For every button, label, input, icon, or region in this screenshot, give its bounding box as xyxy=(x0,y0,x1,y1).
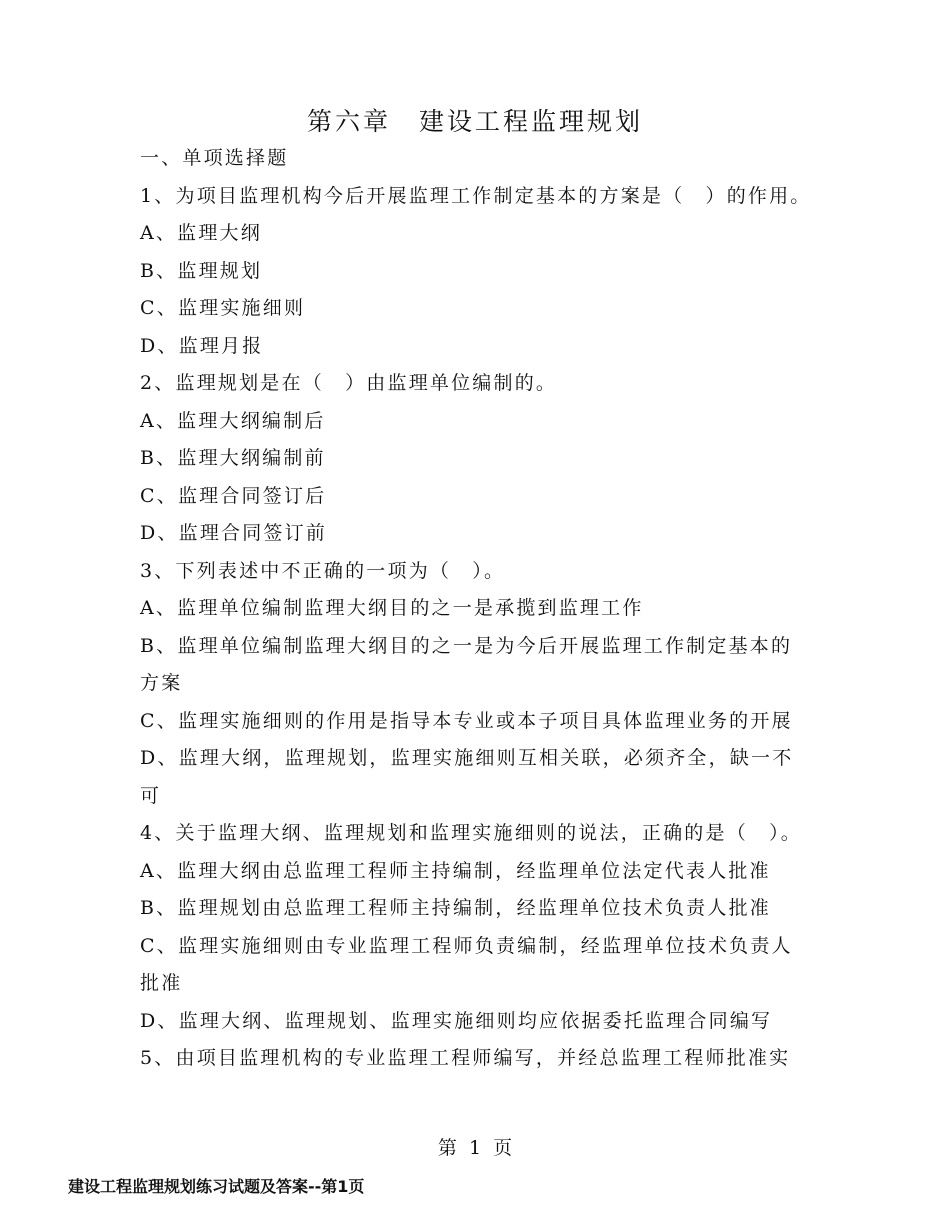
question-3-option-c: C、监理实施细则的作用是指导本专业或本子项目具体监理业务的开展 xyxy=(140,709,793,732)
question-1-option-b: B、监理规划 xyxy=(140,259,263,282)
question-3-option-b-continued: 方案 xyxy=(140,672,183,694)
question-2-option-b: B、监理大纲编制前 xyxy=(140,447,326,469)
section-heading: 一、单项选择题 xyxy=(140,147,289,169)
question-2-option-a: A、监理大纲编制后 xyxy=(140,409,326,432)
question-3-option-d: D、监理大纲，监理规划，监理实施细则互相关联，必须齐全，缺一不 xyxy=(140,747,794,769)
document-body xyxy=(140,140,830,1078)
page-number: 第 1 页 xyxy=(437,1137,513,1159)
question-1: 1、为项目监理机构今后开展监理工作制定基本的方案是（ ）的作用。 xyxy=(140,184,812,207)
question-4: 4、关于监理大纲、监理规划和监理实施细则的说法，正确的是（ ）。 xyxy=(140,822,802,844)
question-1-option-c: C、监理实施细则 xyxy=(140,297,306,319)
question-2-option-c: C、监理合同签订后 xyxy=(140,484,327,507)
question-3-option-a: A、监理单位编制监理大纲目的之一是承揽到监理工作 xyxy=(140,597,644,619)
question-1-option-a: A、监理大纲 xyxy=(140,222,262,244)
question-3: 3、下列表述中不正确的一项为（ ）。 xyxy=(140,559,506,582)
question-4-option-a: A、监理大纲由总监理工程师主持编制，经监理单位法定代表人批准 xyxy=(140,859,771,882)
question-4-option-c-continued: 批准 xyxy=(140,972,183,994)
page-title: 第六章 建设工程监理规划 xyxy=(306,107,643,136)
question-3-option-d-continued: 可 xyxy=(140,784,162,807)
question-2: 2、监理规划是在（ ）由监理单位编制的。 xyxy=(140,372,558,394)
question-4-option-d: D、监理大纲、监理规划、监理实施细则均应依据委托监理合同编写 xyxy=(140,1009,773,1032)
question-4-option-c: C、监理实施细则由专业监理工程师负责编制，经监理单位技术负责人 xyxy=(140,934,793,957)
question-3-option-b: B、监理单位编制监理大纲目的之一是为今后开展监理工作制定基本的 xyxy=(140,634,793,657)
question-2-option-d: D、监理合同签订前 xyxy=(140,522,328,544)
footer-caption: 建设工程监理规划练习试题及答案--第1页 xyxy=(68,1177,365,1196)
question-4-option-b: B、监理规划由总监理工程师主持编制，经监理单位技术负责人批准 xyxy=(140,897,771,919)
question-5: 5、由项目监理机构的专业监理工程师编写，并经总监理工程师批准实 xyxy=(140,1047,791,1069)
question-1-option-d: D、监理月报 xyxy=(140,334,264,357)
